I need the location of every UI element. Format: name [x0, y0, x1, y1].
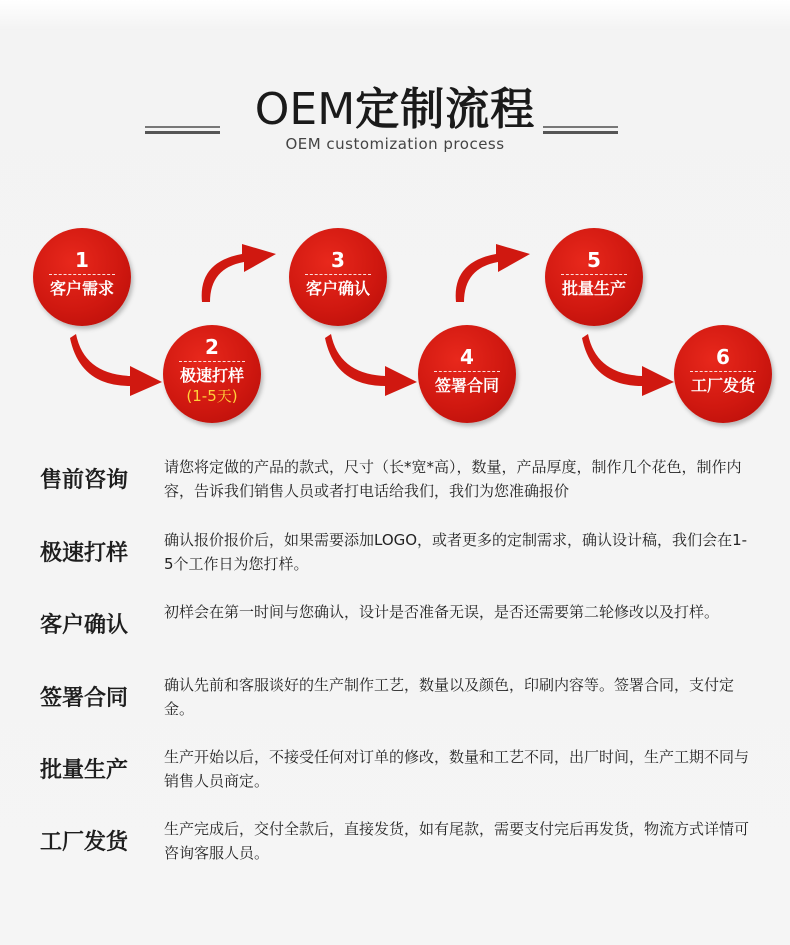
curved-arrow-down-icon: [582, 330, 682, 400]
detail-row: [0, 817, 790, 877]
detail-text: 生产开始以后，不接受任何对订单的修改，数量和工艺不同，出厂时间，生产工期不同与销售人员商定。: [164, 748, 750, 790]
step-2-circle: [163, 325, 261, 423]
detail-label: 签署合同: [40, 686, 129, 711]
detail-label: 售前咨询: [40, 468, 129, 493]
step-4-circle: [418, 325, 516, 423]
detail-row: [0, 745, 790, 805]
detail-text: 初样会在第一时间与您确认，设计是否准备无误，是否还需要第二轮修改以及打样。: [164, 603, 720, 621]
step-name: 客户需求: [49, 279, 114, 298]
detail-row: [0, 455, 790, 515]
step-name: 极速打样: [179, 366, 244, 385]
step-name: 批量生产: [561, 279, 626, 298]
step-number: 3: [305, 248, 371, 275]
step-note: (1-5天): [186, 387, 238, 405]
page-title-cjk: 定制流程: [355, 84, 536, 135]
detail-label: 工厂发货: [40, 830, 129, 855]
step-name: 工厂发货: [690, 376, 755, 395]
detail-label: 极速打样: [40, 541, 129, 566]
curved-arrow-down-icon: [325, 330, 425, 400]
step-5-circle: [545, 228, 643, 326]
page-subtitle: OEM customization process: [285, 135, 505, 153]
detail-text: 确认先前和客服谈好的生产制作工艺，数量以及颜色，印刷内容等。签署合同，支付定金。: [164, 676, 735, 718]
detail-text: 请您将定做的产品的款式，尺寸（长*宽*高），数量，产品厚度，制作几个花色，制作内容，告诉我们销售人员或者打电话给我们，我们为您准确报价: [164, 458, 742, 500]
step-name: 客户确认: [305, 279, 370, 298]
curved-arrow-up-icon: [452, 232, 542, 304]
step-6-circle: [674, 325, 772, 423]
detail-label: 批量生产: [40, 758, 129, 783]
detail-label: 客户确认: [40, 613, 129, 638]
curved-arrow-down-icon: [70, 330, 170, 400]
step-3-circle: [289, 228, 387, 326]
detail-text: 确认报价报价后，如果需要添加LOGO，或者更多的定制需求，确认设计稿，我们会在1-5个工作日为您打样。: [164, 531, 748, 573]
page-title-latin: OEM: [254, 84, 356, 135]
detail-text: 生产完成后，交付全款后，直接发货，如有尾款，需要支付完后再发货，物流方式详情可咨询客服人员。: [164, 820, 750, 862]
detail-row: [0, 673, 790, 733]
step-number: 4: [434, 345, 500, 372]
detail-row: [0, 528, 790, 588]
page-title: [255, 82, 535, 138]
step-1-circle: [33, 228, 131, 326]
step-number: 6: [690, 345, 756, 372]
detail-row: [0, 600, 790, 660]
curved-arrow-up-icon: [198, 232, 288, 304]
step-number: 5: [561, 248, 627, 275]
step-name: 签署合同: [434, 376, 499, 395]
step-number: 1: [49, 248, 115, 275]
step-number: 2: [179, 335, 245, 362]
